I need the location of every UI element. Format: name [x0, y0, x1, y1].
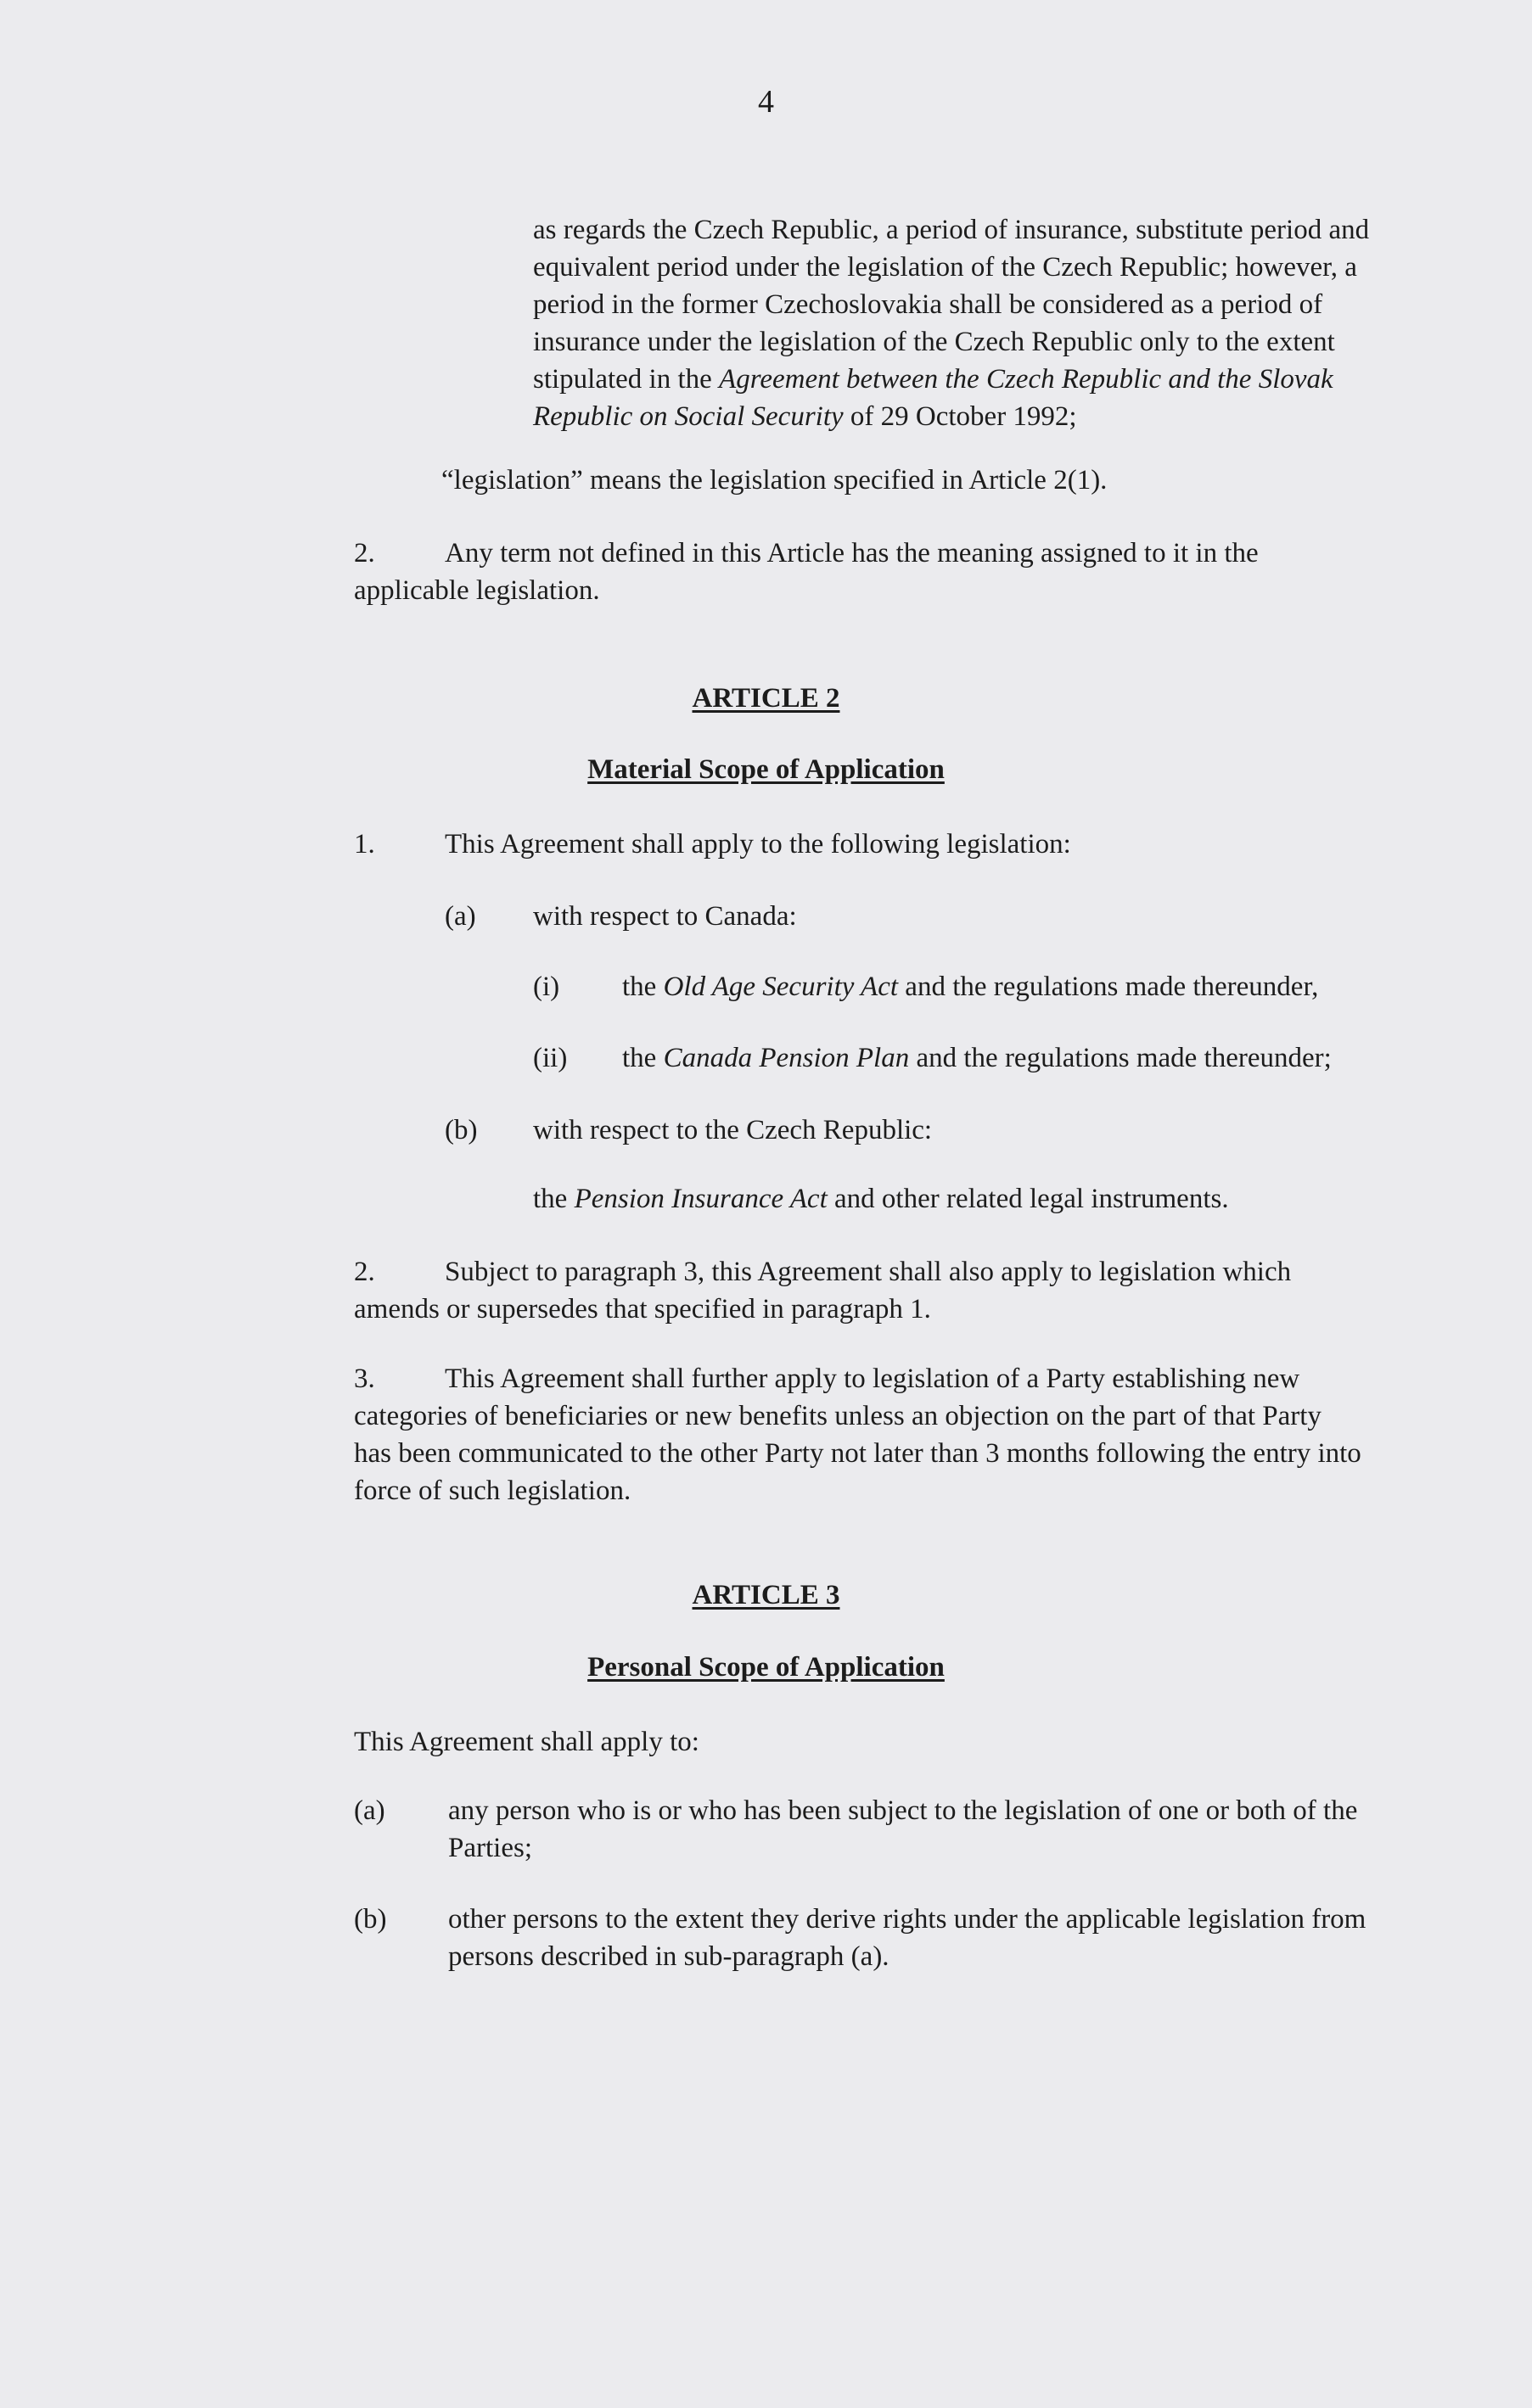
item-line: any person who is or who has been subject to the legislation of one or both of the: [448, 1795, 1358, 1826]
item-ii-text: the Canada Pension Plan and the regulations made thereunder;: [622, 1043, 1332, 1073]
article3-item-a: [448, 1792, 1357, 1867]
definition-line: insurance under the legislation of the Czech Republic only to the extent: [533, 327, 1335, 357]
definition-line: as regards the Czech Republic, a period of insurance, substitute period and: [533, 215, 1370, 245]
item-b-sub-text: the Pension Insurance Act and other related legal instruments.: [533, 1184, 1229, 1214]
paragraph-number: 1.: [354, 829, 375, 860]
article3-heading: ARTICLE 3: [692, 1580, 840, 1610]
definition-legislation: “legislation” means the legislation specified in Article 2(1).: [441, 465, 1108, 496]
article2-title: Material Scope of Application: [587, 754, 945, 785]
paragraph-line: force of such legislation.: [354, 1476, 631, 1506]
item-line: Parties;: [448, 1833, 532, 1863]
article1-paragraph2: [354, 535, 1259, 609]
item-label-a: (a): [445, 901, 476, 932]
paragraph-line: applicable legislation.: [354, 575, 600, 606]
paragraph-line: categories of beneficiaries or new benefits unless an objection on the part of that Party: [354, 1401, 1322, 1431]
article2-paragraph3: [354, 1360, 1361, 1509]
article2-heading: ARTICLE 2: [692, 683, 840, 714]
item-line: other persons to the extent they derive rights under the applicable legislation from: [448, 1904, 1366, 1935]
article2-paragraph2: [354, 1253, 1291, 1328]
definition-czech-republic: [533, 211, 1369, 435]
paragraph-line: has been communicated to the other Party not later than 3 months following the entry into: [354, 1438, 1361, 1469]
item-label-i: (i): [533, 972, 560, 1002]
paragraph-number: 2.: [354, 538, 375, 568]
article3-intro: This Agreement shall apply to:: [354, 1727, 699, 1757]
item-i-text: the Old Age Security Act and the regulations made thereunder,: [622, 972, 1319, 1002]
definition-line: Republic on Social Security of 29 October 1992;: [533, 401, 1077, 432]
paragraph-number: 3.: [354, 1364, 375, 1394]
page-number: 4: [758, 84, 774, 120]
item-label-b: (b): [445, 1115, 478, 1145]
article2-paragraph1: This Agreement shall apply to the following legislation:: [445, 829, 1071, 860]
article3-title: Personal Scope of Application: [587, 1652, 945, 1683]
definition-line: stipulated in the Agreement between the Czech Republic and the Slovak: [533, 364, 1333, 395]
definition-line: period in the former Czechoslovakia shall be considered as a period of: [533, 289, 1323, 320]
paragraph-line: Any term not defined in this Article has the meaning assigned to it in the: [445, 538, 1259, 568]
item-b-text: with respect to the Czech Republic:: [533, 1115, 933, 1145]
item-line: persons described in sub-paragraph (a).: [448, 1941, 889, 1972]
item-label-b: (b): [354, 1904, 387, 1935]
paragraph-line: This Agreement shall further apply to legislation of a Party establishing new: [445, 1364, 1300, 1394]
paragraph-number: 2.: [354, 1257, 375, 1287]
paragraph-line: amends or supersedes that specified in paragraph 1.: [354, 1294, 931, 1324]
definition-line: equivalent period under the legislation of the Czech Republic; however, a: [533, 252, 1357, 283]
article3-item-b: [448, 1901, 1366, 1975]
item-label-ii: (ii): [533, 1043, 568, 1073]
item-a-text: with respect to Canada:: [533, 901, 797, 932]
item-label-a: (a): [354, 1795, 385, 1826]
paragraph-line: Subject to paragraph 3, this Agreement shall also apply to legislation which: [445, 1257, 1292, 1287]
